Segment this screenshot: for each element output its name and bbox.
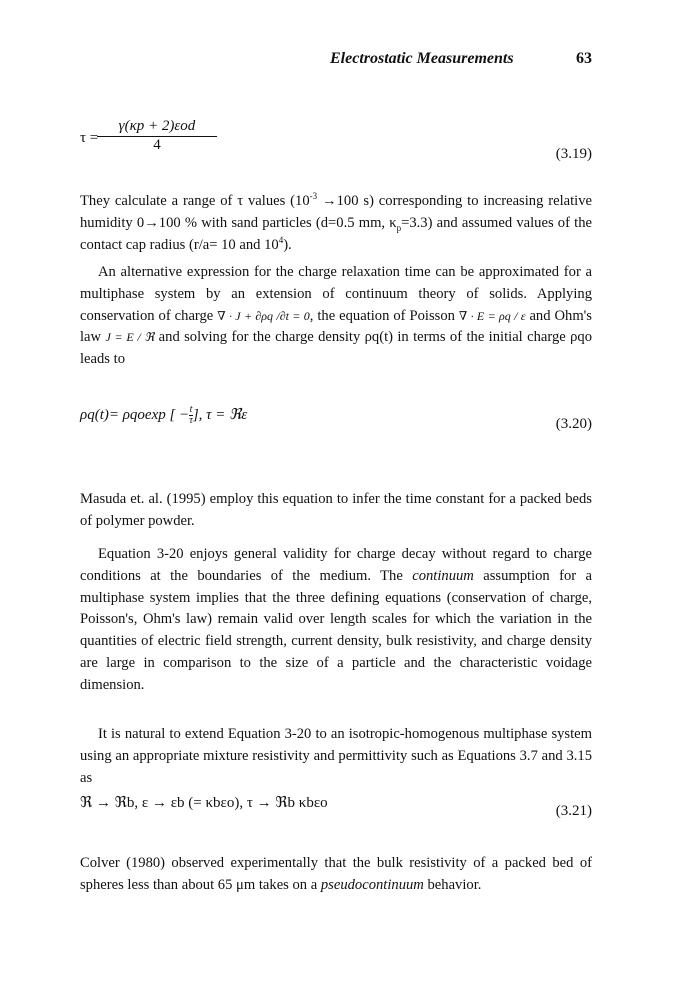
superscript: -3 — [309, 191, 318, 202]
paragraph-continuum-assumption — [80, 544, 592, 697]
equation-3-19 — [80, 118, 592, 168]
text-run: They calculate a range of τ values (10 — [80, 193, 310, 209]
fraction-denominator: 4 — [153, 137, 161, 153]
paragraph-masuda: Masuda et. al. (1995) employ this equation to infer the time constant for a packed beds of polymer powder. — [80, 491, 592, 529]
paragraph-relaxation-time — [80, 262, 592, 371]
text-run: =3.3) and assumed values of the contact cap radius (r/a= 10 and 10 — [80, 214, 592, 253]
equation-expression — [80, 405, 247, 426]
equation-fraction — [97, 118, 217, 154]
fraction-denominator: τ — [189, 415, 193, 427]
text-run: assumption for a multiphase system implies that the three defining equations (conservation of charge, Poisson's, Ohm's law) remain valid over length scales for which the variation in the quantities of electric field strength, current density, bulk resistivity, and charge density are large in comparison to the size of a particle and the characteristic voidage dimension. — [80, 567, 592, 693]
text-run: →100 s) corresponding to increasing relative humidity 0→100 % with sand particles (d=0.5 mm, κ — [80, 193, 593, 231]
italic-term: continuum — [412, 567, 474, 584]
header-title: Electrostatic Measurements — [330, 50, 514, 67]
equation-number: (3.20) — [555, 416, 592, 432]
equation-lhs: τ = — [80, 130, 99, 146]
text-run: behavior. — [423, 876, 482, 893]
subscript: p — [396, 222, 402, 233]
equation-part: ], τ = ℜε — [192, 407, 248, 423]
text-run: and solving for the charge density ρq(t) in terms of the initial charge ρqo leads to — [80, 329, 592, 368]
text-run: An alternative expression for the charge relaxation time can be approximated for a multiphase system by an extension of continuum theory of solids. Applying conservation of charge — [80, 264, 592, 324]
fraction-numerator: t — [189, 404, 193, 416]
italic-term: pseudocontinuum — [320, 876, 424, 893]
inline-equation-charge-conservation: ∇ · J + ∂ρq /∂t = 0 — [217, 308, 310, 323]
text-run: ). — [283, 236, 292, 253]
equation-3-20 — [80, 405, 592, 445]
equation-number: (3.19) — [555, 146, 592, 162]
text-run: Colver (1980) observed experimentally that the bulk resistivity of a packed bed of spheres less than about 65 μm takes on a — [80, 855, 592, 893]
superscript: 4 — [278, 234, 284, 245]
text-run: , the equation of Poisson — [309, 307, 459, 324]
text-run: Equation 3-20 enjoys general validity for charge decay without regard to charge conditions at the boundaries of the medium. The — [80, 546, 592, 584]
running-header — [330, 50, 592, 68]
equation-3-21 — [80, 793, 592, 833]
equation-number: (3.21) — [555, 803, 592, 819]
page-number: 63 — [576, 50, 592, 67]
equation-expression: ℜ → ℜb, ε → εb (= κbεo), τ → ℜb κbεo — [80, 795, 328, 811]
paragraph-colver — [80, 853, 592, 897]
inline-equation-poisson: ∇ · E = ρq / ε — [458, 308, 526, 323]
inline-equation-ohms-law: J = E / ℜ — [105, 330, 155, 345]
paragraph-mixture-extension: It is natural to extend Equation 3-20 to an isotropic-homogenous multiphase system using an appropriate mixture resistivity and permittivity such as Equations 3.7 and 3.15 as — [80, 726, 592, 786]
paragraph-tau-range — [80, 191, 592, 256]
fraction-numerator: γ(κp + 2)εod — [97, 118, 217, 137]
text-run: and Ohm's law — [80, 307, 592, 346]
equation-part: ρq(t)= ρqoexp [ − — [80, 407, 190, 423]
